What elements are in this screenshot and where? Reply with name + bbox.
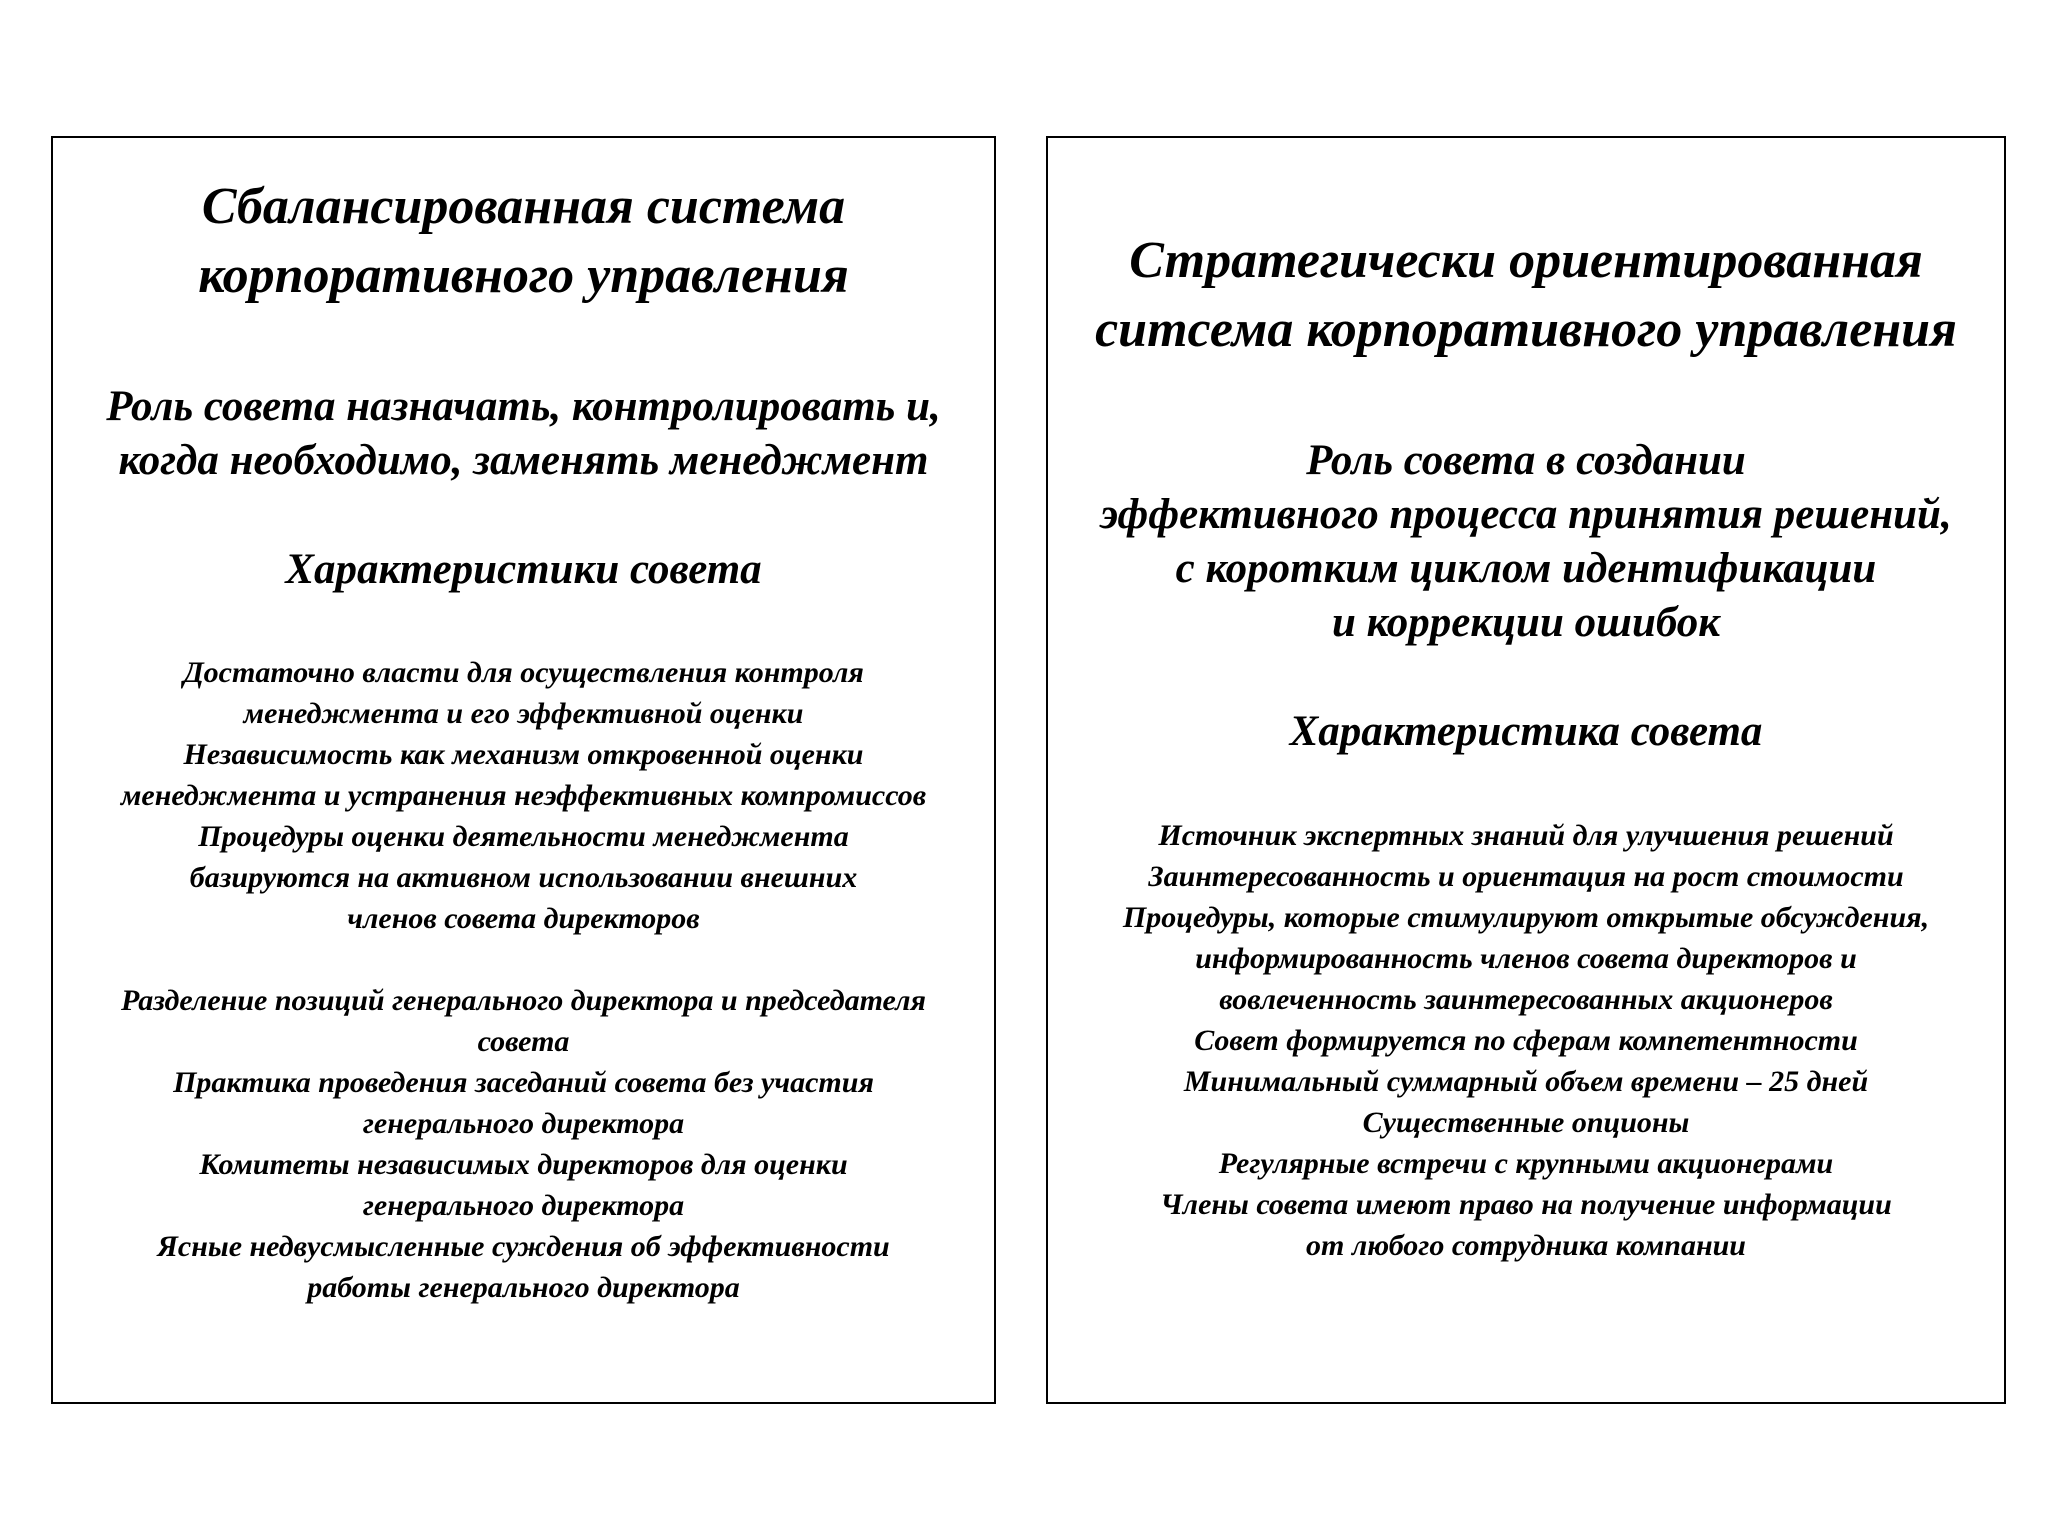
board-role-line: когда необходимо, заменять менеджмент <box>118 437 929 484</box>
board-role-line: Роль совета в создании <box>1306 437 1746 484</box>
characteristic-line: Процедуры, которые стимулируют открытые обсуждения, <box>1122 901 1930 934</box>
balanced-system-panel <box>51 136 996 1404</box>
board-characteristics-heading: Характеристика совета <box>1289 708 1763 755</box>
panel-title-line: Сбалансированная система <box>201 178 846 235</box>
characteristic-line: Регулярные встречи с крупными акционерами <box>1218 1147 1834 1180</box>
characteristic-line: Практика проведения заседаний совета без участия <box>173 1066 874 1099</box>
characteristic-line: Процедуры оценки деятельности менеджмента <box>198 820 849 853</box>
panel-title-line: корпоративного управления <box>198 247 849 304</box>
characteristic-line: Независимость как механизм откровенной оценки <box>183 738 864 771</box>
characteristic-line: Ясные недвусмысленные суждения об эффективности <box>157 1230 890 1263</box>
characteristic-line: информированность членов совета директоров и <box>1195 942 1857 975</box>
board-role-line: эффективного процесса принятия решений, <box>1100 491 1952 538</box>
characteristic-line: Совет формируется по сферам компетентности <box>1194 1024 1858 1057</box>
characteristic-line: членов совета директоров <box>347 902 700 935</box>
characteristic-line: Существенные опционы <box>1362 1106 1690 1139</box>
characteristic-line: Комитеты независимых директоров для оценки <box>199 1148 848 1181</box>
characteristic-line: Заинтересованность и ориентация на рост стоимости <box>1148 860 1904 893</box>
board-role-line: с коротким циклом идентификации <box>1175 545 1877 592</box>
characteristic-line: Члены совета имеют право на получение информации <box>1160 1188 1892 1221</box>
characteristic-line: Разделение позиций генерального директора и председателя <box>121 984 926 1017</box>
strategic-system-panel <box>1046 136 2006 1404</box>
characteristic-line: вовлеченность заинтересованных акционеров <box>1219 983 1833 1016</box>
board-role-line: Роль совета назначать, контролировать и, <box>106 383 941 430</box>
board-role-line: и коррекции ошибок <box>1331 599 1721 646</box>
characteristic-line: от любого сотрудника компании <box>1306 1229 1746 1262</box>
characteristic-line: Минимальный суммарный объем времени – 25 дней <box>1183 1065 1869 1098</box>
characteristic-line: менеджмента и его эффективной оценки <box>243 697 804 730</box>
characteristic-line: генерального директора <box>362 1189 685 1222</box>
characteristic-line: работы генерального директора <box>307 1271 740 1304</box>
characteristic-line: совета <box>477 1025 570 1058</box>
characteristic-line: Достаточно власти для осуществления контроля <box>183 656 864 689</box>
panel-title-line: Стратегически ориентированная <box>1129 232 1923 289</box>
characteristic-line: Источник экспертных знаний для улучшения решений <box>1158 819 1894 852</box>
characteristic-line: менеджмента и устранения неэффективных компромиссов <box>120 779 927 812</box>
panel-title-line: ситсема корпоративного управления <box>1095 301 1957 358</box>
board-characteristics-heading: Характеристики совета <box>285 546 762 593</box>
characteristic-line: базируются на активном использовании внешних <box>189 861 858 894</box>
characteristic-line: генерального директора <box>362 1107 685 1140</box>
